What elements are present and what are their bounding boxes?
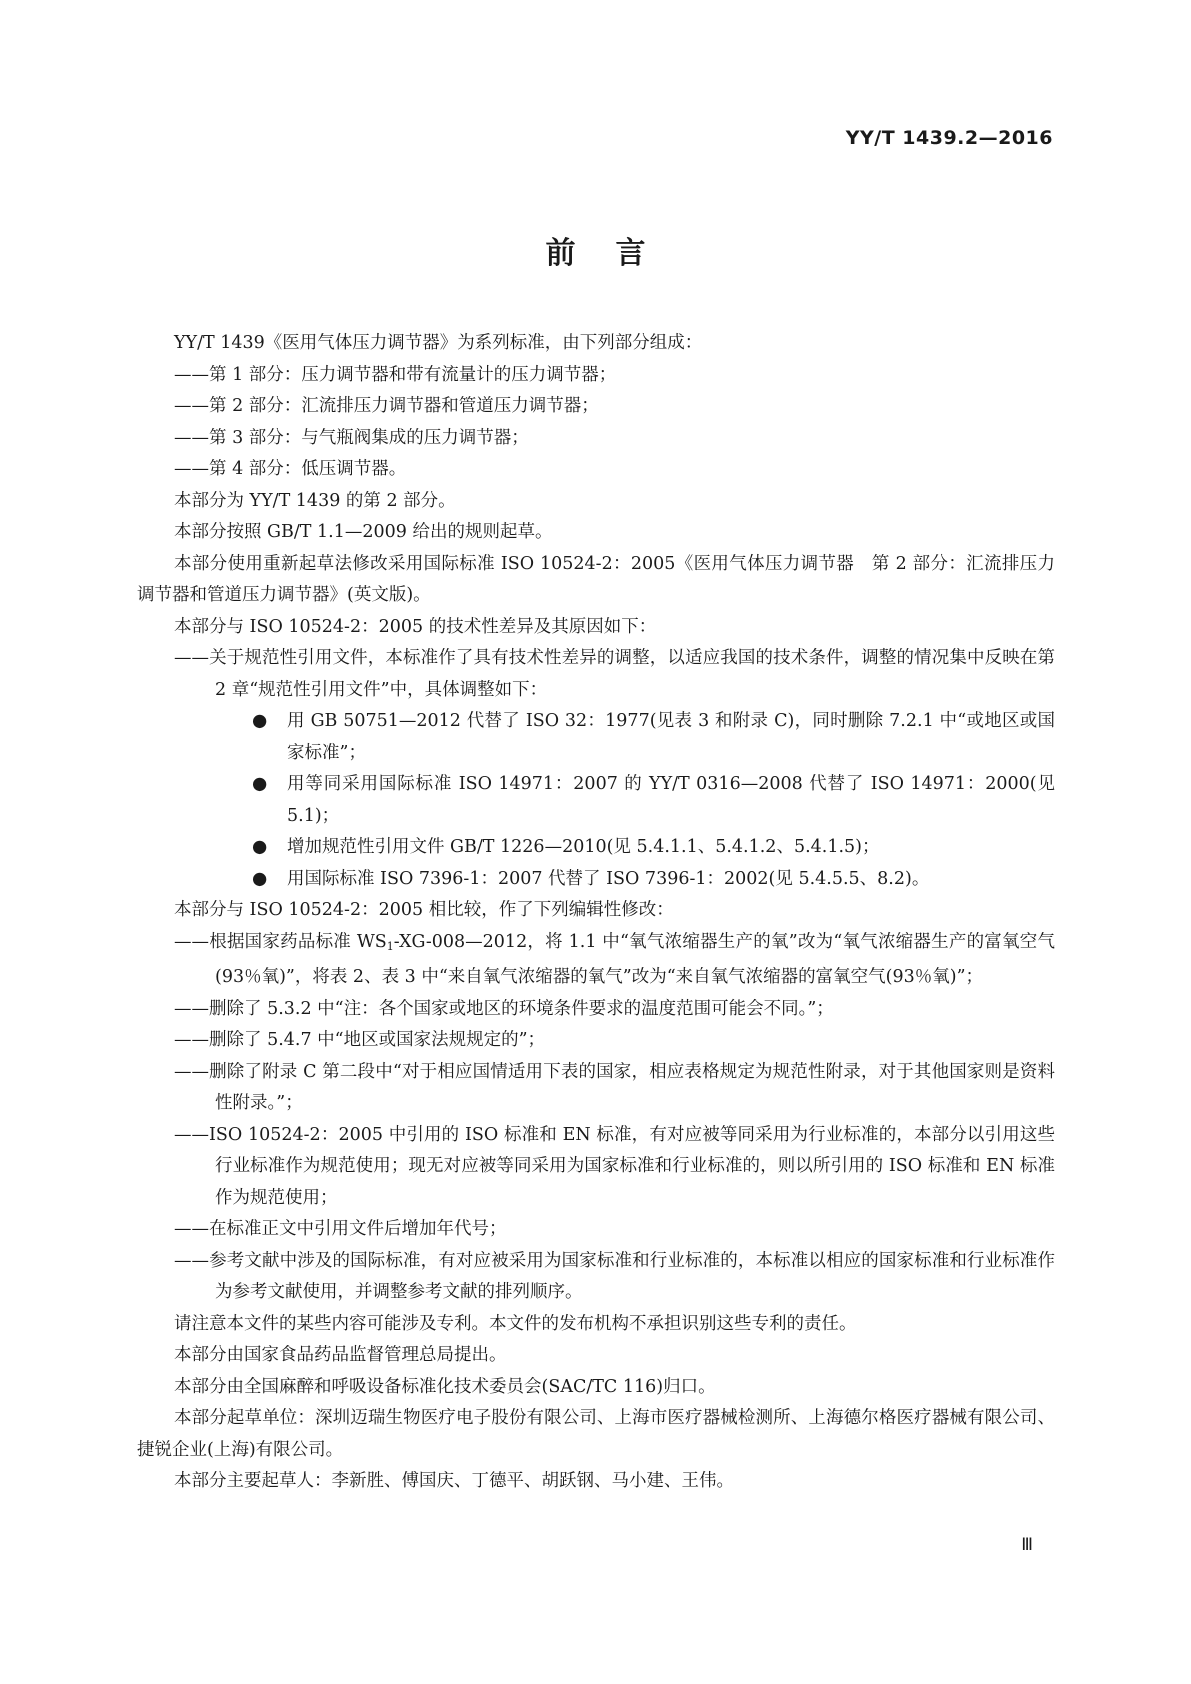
- paragraph: 本部分主要起草人：李新胜、傅国庆、丁德平、胡跃钢、马小建、王伟。: [174, 1471, 734, 1491]
- bullet-icon: ●: [252, 774, 268, 794]
- list-item: ——关于规范性引用文件，本标准作了具有技术性差异的调整，以适应我国的技术条件，调整的情况集中反映在第 2 章“规范性引用文件”中，具体调整如下：: [174, 648, 1055, 700]
- bullet-item: ● 用国际标准 ISO 7396-1：2007 代替了 ISO 7396-1：2002(见 5.4.5.5、8.2)。: [137, 864, 1055, 896]
- foreword-body: [137, 328, 1055, 1498]
- paragraph: 本部分与 ISO 10524-2：2005 的技术性差异及其原因如下：: [174, 616, 657, 637]
- bullet-icon: ●: [252, 837, 268, 857]
- list-item: ——参考文献中涉及的国际标准，有对应被采用为国家标准和行业标准的，本标准以相应的国家标准和行业标准作为参考文献使用，并调整参考文献的排列顺序。: [174, 1250, 1055, 1302]
- paragraph: 本部分由国家食品药品监督管理总局提出。: [174, 1345, 507, 1365]
- paragraph: 本部分起草单位：深圳迈瑞生物医疗电子股份有限公司、上海市医疗器械检测所、上海德尔格医疗器械有限公司、捷锐企业(上海)有限公司。: [137, 1408, 1055, 1460]
- paragraph: 本部分按照 GB/T 1.1—2009 给出的规则起草。: [174, 522, 553, 542]
- list-item: ——根据国家药品标准 $WS_1-XG-008—2012$，将 1.1 中“氧气浓缩器生产的氧”改为“氧气浓缩器生产的富氧空气(93％氧)”，将表 2、表 3 中“来自氧气浓缩器的氧气”改为“来自氧气浓缩器的富氧空气(93％氧)”；: [174, 931, 1055, 987]
- list-item: ——ISO 10524-2：2005 中引用的 ISO 标准和 EN 标准，有对应被等同采用为行业标准的，本部分以引用这些行业标准作为规范使用；现无对应被等同采用为国家标准和行业标准的，则以所引用的 ISO 标准和 EN 标准作为规范使用；: [174, 1124, 1055, 1208]
- list-item: ——删除了附录 C 第二段中“对于相应国情适用下表的国家，相应表格规定为规范性附录，对于其他国家则是资料性附录。”；: [174, 1061, 1055, 1113]
- bullet-item: ● 用 GB 50751—2012 代替了 ISO 32：1977(见表 3 和附录 C)，同时删除 7.2.1 中“或地区或国家标准”；: [137, 706, 1055, 769]
- list-item: ——删除了 5.3.2 中“注：各个国家或地区的环境条件要求的温度范围可能会不同。”；: [174, 998, 834, 1019]
- paragraph: 本部分为 YY/T 1439 的第 2 部分。: [174, 490, 456, 511]
- page-title: 前言: [545, 236, 686, 271]
- list-item: ——第 4 部分：低压调节器。: [174, 459, 407, 479]
- paragraph-intro: YY/T 1439《医用气体压力调节器》为系列标准，由下列部分组成：: [174, 333, 703, 353]
- list-item: ——在标准正文中引用文件后增加年代号；: [174, 1219, 507, 1239]
- bullet-icon: ●: [252, 711, 268, 731]
- list-item: ——第 2 部分：汇流排压力调节器和管道压力调节器；: [174, 396, 599, 416]
- paragraph: 本部分由全国麻醉和呼吸设备标准化技术委员会(SAC/TC 116)归口。: [174, 1376, 716, 1397]
- paragraph: 请注意本文件的某些内容可能涉及专利。本文件的发布机构不承担识别这些专利的责任。: [174, 1313, 857, 1334]
- bullet-item: ● 增加规范性引用文件 GB/T 1226—2010(见 5.4.1.1、5.4.1.2、5.4.1.5)；: [137, 832, 1055, 864]
- bullet-item: ● 用等同采用国际标准 ISO 14971：2007 的 YY/T 0316—2008 代替了 ISO 14971：2000(见 5.1)；: [137, 769, 1055, 832]
- bullet-icon: ●: [252, 868, 268, 889]
- page-number: Ⅲ: [1021, 1535, 1033, 1555]
- list-item: ——第 1 部分：压力调节器和带有流量计的压力调节器；: [174, 364, 617, 385]
- paragraph: 本部分使用重新起草法修改采用国际标准 ISO 10524-2：2005《医用气体压力调节器 第 2 部分：汇流排压力调节器和管道压力调节器》(英文版)。: [137, 553, 1055, 605]
- list-item: ——删除了 5.4.7 中“地区或国家法规规定的”；: [174, 1030, 546, 1050]
- standard-code: YY/T 1439.2—2016: [845, 127, 1053, 149]
- list-item: ——第 3 部分：与气瓶阀集成的压力调节器；: [174, 427, 529, 448]
- paragraph: 本部分与 ISO 10524-2：2005 相比较，作了下列编辑性修改：: [174, 900, 674, 920]
